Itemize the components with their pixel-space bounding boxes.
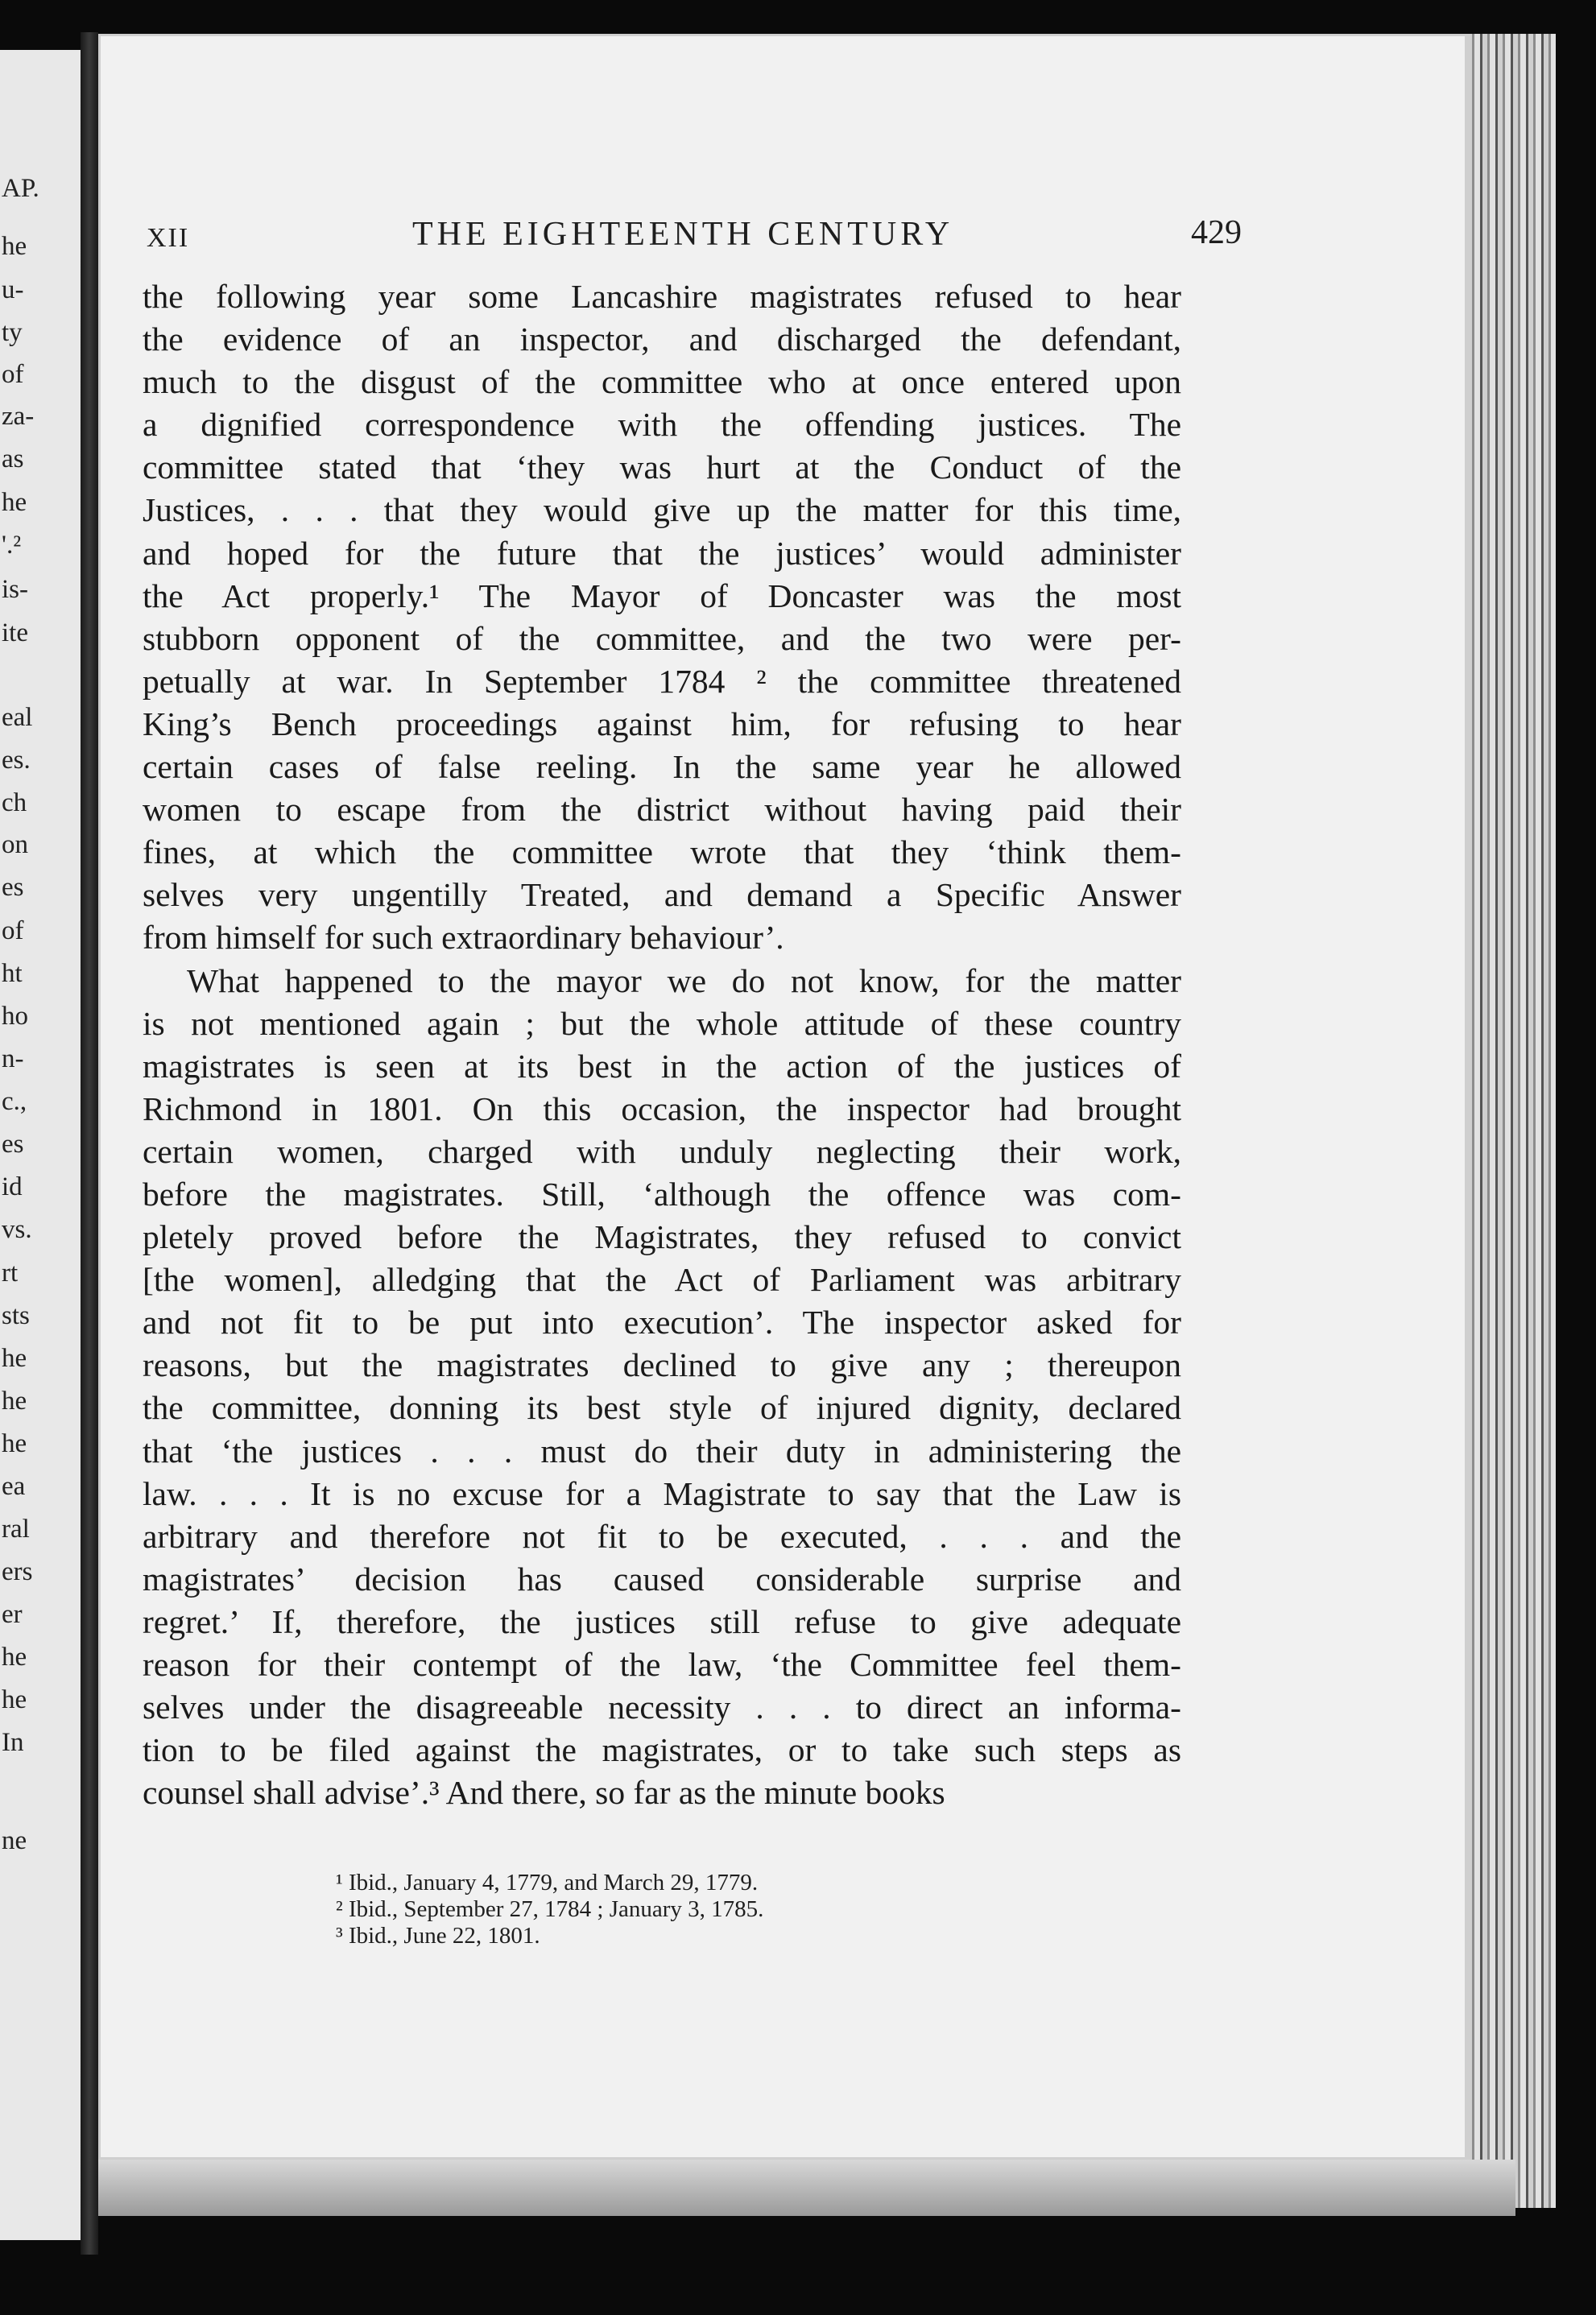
facing-page-fragment: es.	[2, 746, 31, 775]
text-line: magistrates’ decision has caused considerable surprise and	[143, 1560, 1181, 1598]
text-line: reason for their contempt of the law, ‘the Committee feel them-	[143, 1646, 1181, 1683]
text-line: from himself for such extraordinary behaviour’.	[143, 919, 784, 957]
text-line: Justices, . . . that they would give up the matter for this time,	[143, 491, 1181, 529]
facing-page-fragment: id	[2, 1172, 23, 1201]
footnote: ¹ Ibid., January 4, 1779, and March 29, 1779.	[336, 1870, 759, 1895]
text-line: and hoped for the future that the justices’ would administer	[143, 534, 1181, 572]
footnote: ³ Ibid., June 22, 1801.	[336, 1923, 540, 1949]
facing-page-fragment: ral	[2, 1515, 30, 1544]
text-line: the committee, donning its best style of injured dignity, declared	[143, 1389, 1181, 1427]
facing-page-edge	[0, 50, 85, 2240]
text-line: the following year some Lancashire magistrates refused to hear	[143, 278, 1181, 315]
footnote: ² Ibid., September 27, 1784 ; January 3, 1785.	[336, 1896, 764, 1922]
text-line: women to escape from the district without having paid their	[143, 791, 1181, 829]
facing-page-fragment: he	[2, 488, 27, 517]
page-stack-edges	[1467, 34, 1556, 2208]
facing-page-fragment: In	[2, 1728, 24, 1757]
facing-page-fragment: he	[2, 1429, 27, 1458]
facing-page-fragment: ty	[2, 318, 23, 347]
text-line: regret.’ If, therefore, the justices still refuse to give adequate	[143, 1602, 1181, 1640]
facing-page-fragment: he	[2, 1685, 27, 1714]
text-line: pletely proved before the Magistrates, they refused to convict	[143, 1218, 1181, 1256]
page-number: 429	[1191, 214, 1242, 251]
facing-page-fragment: of	[2, 916, 24, 945]
text-line: arbitrary and therefore not fit to be executed, . . . and the	[143, 1517, 1181, 1555]
facing-page-fragment: ne	[2, 1826, 27, 1855]
text-line: fines, at which the committee wrote that they ‘think them-	[143, 833, 1181, 871]
facing-page-fragment: er	[2, 1600, 23, 1629]
facing-page-fragment: ho	[2, 1002, 28, 1031]
text-line: magistrates is seen at its best in the action of the justices of	[143, 1047, 1181, 1085]
text-line: committee stated that ‘they was hurt at the Conduct of the	[143, 449, 1181, 486]
text-line: King’s Bench proceedings against him, for refusing to hear	[143, 705, 1181, 742]
facing-page-fragment: he	[2, 1643, 27, 1672]
text-line: selves under the disagreeable necessity . . . to direct an informa-	[143, 1689, 1181, 1726]
facing-page-fragment: ite	[2, 618, 28, 647]
text-line: stubborn opponent of the committee, and the two were per-	[143, 619, 1181, 657]
text-line: [the women], alledging that the Act of Parliament was arbitrary	[143, 1261, 1181, 1299]
facing-page-fragment: he	[2, 1387, 27, 1416]
facing-page-fragment: vs.	[2, 1215, 32, 1244]
facing-page-fragment: is-	[2, 575, 28, 604]
text-line: counsel shall advise’.³ And there, so far as the minute books	[143, 1774, 945, 1812]
facing-page-fragment: rt	[2, 1259, 19, 1288]
text-line: certain cases of false reeling. In the same year he allowed	[143, 748, 1181, 786]
facing-page-fragment: he	[2, 1344, 27, 1373]
facing-page-fragment: za-	[2, 402, 35, 431]
text-line: that ‘the justices . . . must do their duty in administering the	[143, 1432, 1181, 1470]
facing-page-fragment: eal	[2, 703, 33, 732]
text-line: certain women, charged with unduly neglecting their work,	[143, 1132, 1181, 1170]
facing-page-fragment: c.,	[2, 1087, 27, 1116]
facing-page-fragment: of	[2, 360, 24, 389]
facing-page-fragment: ch	[2, 788, 27, 817]
text-line: the evidence of an inspector, and discharged the defendant,	[143, 320, 1181, 358]
text-line: the Act properly.¹ The Mayor of Doncaster was the most	[143, 577, 1181, 614]
facing-page-fragment: es	[2, 1130, 24, 1159]
text-line: law. . . . It is no excuse for a Magistrate to say that the Law is	[143, 1474, 1181, 1512]
book-gutter	[81, 32, 98, 2255]
facing-page-fragment: sts	[2, 1301, 30, 1330]
text-line: petually at war. In September 1784 ² the committee threatened	[143, 662, 1181, 700]
facing-page-fragment: u-	[2, 275, 24, 304]
facing-page-fragment: as	[2, 444, 24, 473]
text-line: reasons, but the magistrates declined to give any ; thereupon	[143, 1346, 1181, 1384]
running-header	[147, 207, 1242, 255]
text-line: selves very ungentilly Treated, and demand a Specific Answer	[143, 876, 1181, 914]
facing-page-fragment: AP.	[2, 174, 39, 203]
facing-page-fragment: he	[2, 232, 27, 261]
facing-page-fragment: ers	[2, 1557, 33, 1586]
text-line: and not fit to be put into execution’. The inspector asked for	[143, 1304, 1181, 1341]
facing-page-fragment: n-	[2, 1044, 24, 1073]
footnotes	[336, 1870, 1061, 1949]
body-text	[143, 275, 1181, 1814]
chapter-number: XII	[147, 223, 190, 253]
text-line: before the magistrates. Still, ‘although the offence was com-	[143, 1175, 1181, 1213]
page-bottom-edge	[98, 2160, 1515, 2216]
facing-page-fragment: ea	[2, 1472, 26, 1501]
text-line: Richmond in 1801. On this occasion, the inspector had brought	[143, 1089, 1181, 1127]
facing-page-fragment: ht	[2, 959, 23, 988]
text-line: much to the disgust of the committee who at once entered upon	[143, 363, 1181, 401]
text-line: a dignified correspondence with the offending justices. The	[143, 406, 1181, 444]
book-page	[98, 34, 1467, 2160]
text-line: tion to be filed against the magistrates, or to take such steps as	[143, 1731, 1181, 1769]
facing-page-fragment: '.²	[2, 531, 22, 560]
text-line: What happened to the mayor we do not know, for the matter	[187, 961, 1181, 999]
facing-page-fragment: on	[2, 830, 28, 859]
running-title: THE EIGHTEENTH CENTURY	[412, 216, 954, 253]
facing-page-fragment: es	[2, 873, 24, 902]
text-line: is not mentioned again ; but the whole attitude of these country	[143, 1004, 1181, 1042]
